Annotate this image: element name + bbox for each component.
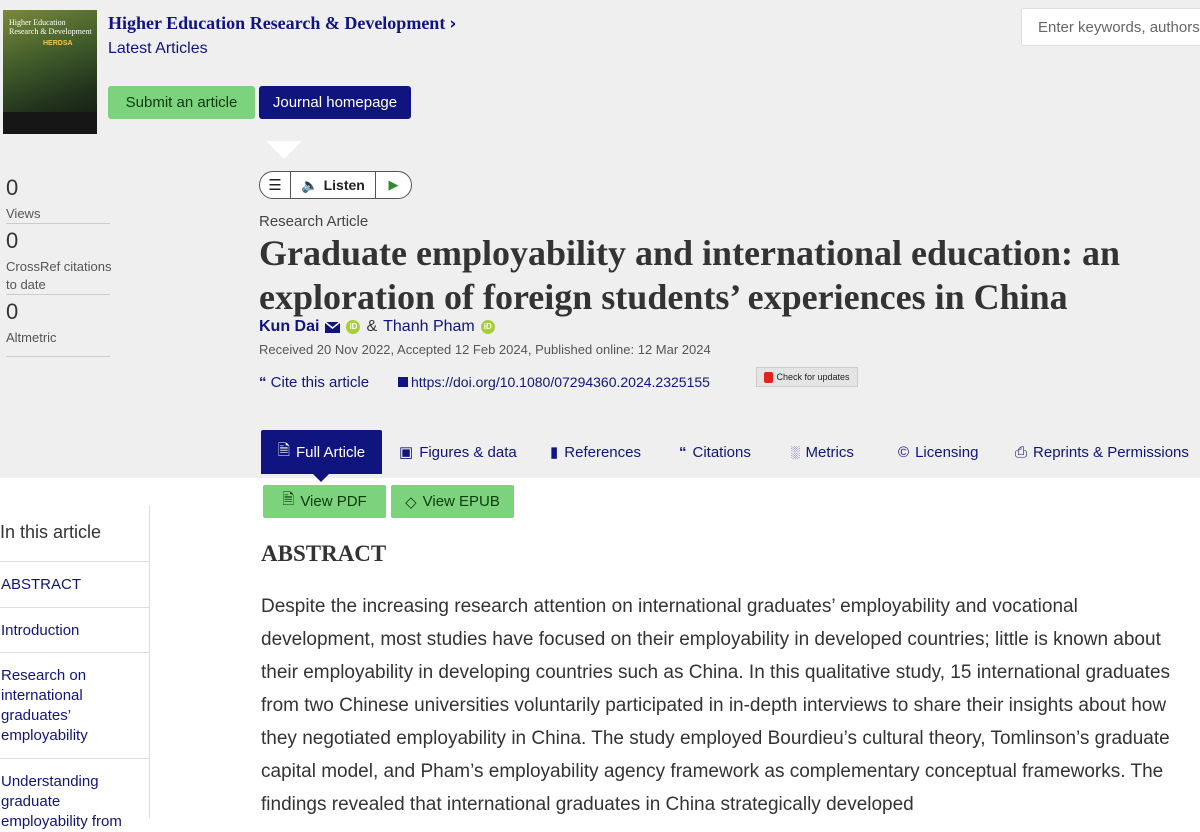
- listen-button[interactable]: [291, 172, 376, 198]
- author-separator: &: [366, 318, 378, 335]
- read-aloud-player: [259, 171, 412, 199]
- bar-chart-icon: ░: [791, 445, 800, 459]
- crossref-label: CrossRef citations to date: [6, 259, 112, 292]
- book-icon: ▮: [550, 444, 559, 461]
- tab-full-article-label: Full Article: [295, 443, 366, 461]
- quote-icon: “: [259, 374, 267, 391]
- journal-title-text: Higher Education Research & Development: [108, 13, 446, 33]
- cite-label: Cite this article: [270, 374, 370, 391]
- quote-icon: “: [679, 443, 687, 461]
- altmetric-count: 0: [6, 299, 19, 324]
- document-icon: 🗎: [277, 441, 290, 459]
- views-count: 0: [6, 175, 19, 200]
- copyright-icon: ©: [898, 443, 910, 461]
- sidebar-item-research[interactable]: Research on international graduates’ employability: [1, 667, 88, 744]
- tab-figures[interactable]: [399, 430, 517, 474]
- cover-brand: HERDSA: [43, 40, 73, 47]
- check-for-updates-button[interactable]: [756, 367, 858, 387]
- crossmark-icon: [764, 372, 773, 383]
- pdf-icon: 🗎: [282, 491, 295, 508]
- tab-metrics[interactable]: [791, 430, 854, 474]
- latest-articles-link[interactable]: Latest Articles: [108, 40, 208, 57]
- journal-title-link[interactable]: [108, 13, 456, 34]
- tab-reprints[interactable]: [1015, 430, 1189, 474]
- image-icon: ▣: [399, 444, 414, 461]
- tab-figures-label: Figures & data: [419, 443, 517, 461]
- play-icon[interactable]: ▶: [388, 177, 399, 192]
- view-epub-label: View EPUB: [422, 493, 500, 510]
- submit-article-button[interactable]: Submit an article: [108, 86, 255, 119]
- view-epub-button[interactable]: [391, 485, 514, 518]
- sidebar-heading: In this article: [0, 522, 102, 542]
- tab-licensing[interactable]: [898, 430, 978, 474]
- altmetric-label: Altmetric: [6, 330, 57, 345]
- mail-icon[interactable]: [325, 322, 340, 333]
- view-pdf-label: View PDF: [300, 493, 367, 510]
- doi-link[interactable]: [398, 374, 710, 390]
- author-list: [259, 318, 495, 336]
- epub-icon: ◇: [405, 493, 417, 511]
- tab-full-article[interactable]: [261, 430, 382, 474]
- orcid-icon[interactable]: iD: [346, 320, 360, 334]
- printer-icon: ⎙: [1015, 443, 1028, 461]
- doi-link-icon: [398, 377, 408, 387]
- sidebar-rule: [0, 758, 149, 759]
- sidebar-item-abstract[interactable]: ABSTRACT: [1, 576, 82, 593]
- tab-metrics-label: Metrics: [805, 443, 854, 461]
- tab-citations[interactable]: [679, 430, 751, 474]
- search-input[interactable]: Enter keywords, authors: [1021, 8, 1200, 46]
- active-tab-pointer: [313, 474, 329, 482]
- crossref-count: 0: [6, 228, 19, 253]
- sidebar-rule: [0, 607, 149, 608]
- check-updates-label: Check for updates: [776, 372, 850, 382]
- journal-cover-image[interactable]: [3, 10, 97, 134]
- cover-title: Higher Education Research & Development: [9, 18, 92, 36]
- metric-divider: [6, 356, 110, 357]
- chevron-right-icon: ›: [449, 14, 457, 34]
- header-notch: [266, 141, 302, 159]
- doi-text: https://doi.org/10.1080/07294360.2024.2325155: [411, 374, 710, 390]
- sidebar-rule: [0, 561, 149, 562]
- tab-reprints-label: Reprints & Permissions: [1033, 443, 1189, 461]
- listen-label: Listen: [323, 177, 365, 193]
- abstract-heading: ABSTRACT: [261, 541, 387, 566]
- abstract-text: Despite the increasing research attention on international graduates’ employability and vocational development, most studies have focused on their employability in developed countries; little is known about their employability in developing countries such as China. In this qualitative study, 15 international graduates from two Chinese universities voluntarily participated in in-depth interviews to share their insights about how they negotiated employability in China. The study employed Bourdieu’s cultural theory, Tomlinson’s graduate capital model, and Pham’s employability agency framework as complementary conceptual frameworks. The findings revealed that international graduates in China strategically developed: [261, 596, 1171, 815]
- views-label: Views: [6, 206, 41, 221]
- author-link[interactable]: Thanh Pham: [383, 318, 475, 335]
- sidebar-item-introduction[interactable]: Introduction: [1, 622, 80, 639]
- tab-licensing-label: Licensing: [915, 443, 979, 461]
- orcid-icon[interactable]: iD: [481, 320, 495, 334]
- view-pdf-button[interactable]: [263, 485, 386, 518]
- publication-dates: Received 20 Nov 2022, Accepted 12 Feb 2024, Published online: 12 Mar 2024: [259, 342, 711, 357]
- tab-citations-label: Citations: [692, 443, 751, 461]
- cite-article-link[interactable]: [259, 374, 369, 391]
- journal-homepage-button[interactable]: Journal homepage: [259, 86, 411, 119]
- menu-icon[interactable]: ☰: [260, 172, 291, 198]
- sidebar-divider: [149, 505, 150, 818]
- tab-references-label: References: [564, 443, 641, 461]
- tab-references[interactable]: [550, 430, 641, 474]
- article-type: Research Article: [259, 213, 369, 230]
- author-link[interactable]: Kun Dai: [259, 318, 320, 335]
- metric-divider: [6, 223, 110, 224]
- sidebar-item-understanding[interactable]: Understanding graduate employability from: [1, 773, 122, 830]
- metric-divider: [6, 294, 110, 295]
- cover-footer: [3, 112, 97, 134]
- article-title: Graduate employability and international education: an exploration of foreign students’ experiences in China: [259, 233, 1121, 317]
- sidebar-rule: [0, 652, 149, 653]
- speaker-icon: 🔈: [301, 176, 319, 193]
